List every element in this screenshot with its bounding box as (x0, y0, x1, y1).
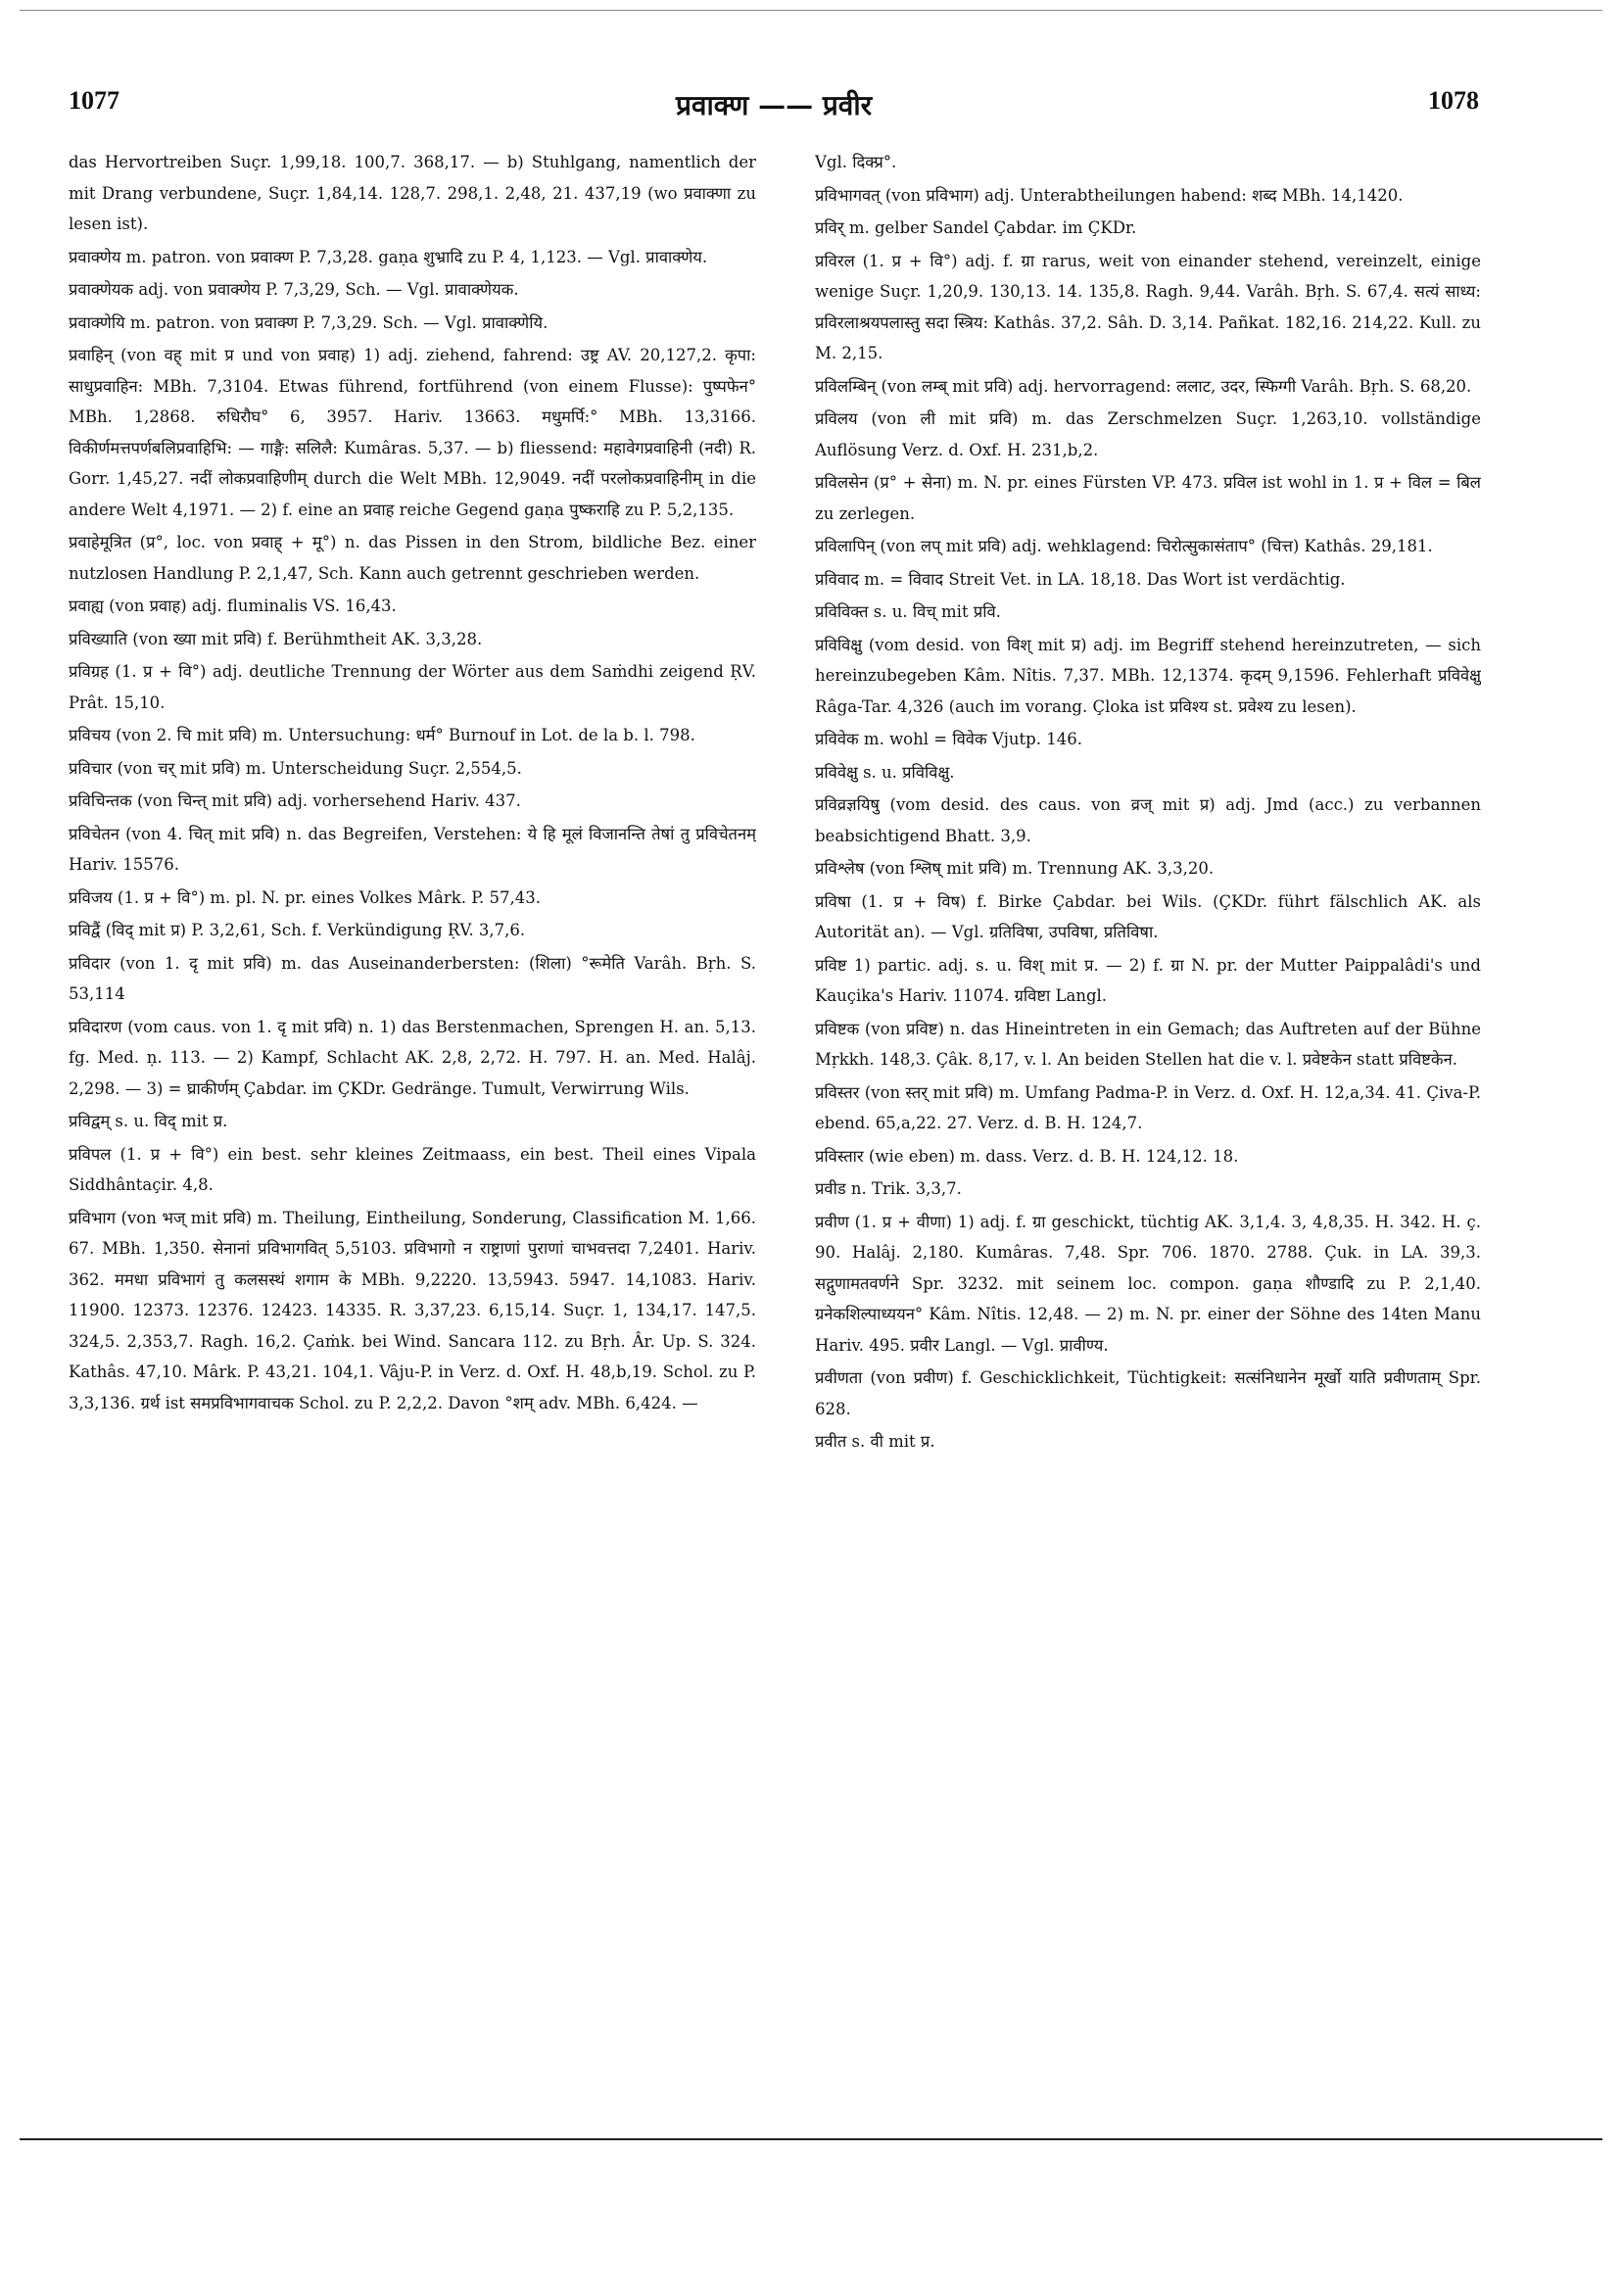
entry: प्रविविक्षु (vom desid. von विश् mit प्र) adj. im Begriff stehend hereinzutreten, — sich hereinzubegeben Kâm. Nîtis. 7,37. MBh. 12,1374. कृदम् 9,1596. Fehlerhaft प्रविवेक्षु Râga-Tar. 4,326 (auch im vorang. Çloka ist प्रविश्य st. प्रवेश्य zu lesen). (815, 635, 1481, 716)
entry: प्रविस्तर (von स्तर् mit प्रवि) m. Umfang Padma-P. in Verz. d. Oxf. H. 12,a,34. 41. Çiva-P. ebend. 65,a,22. 27. Verz. d. B. H. 124,7. (815, 1082, 1481, 1132)
entry: प्रवाक्णेयि m. patron. von प्रवाक्ण P. 7,3,29. Sch. — Vgl. प्रावाक्णेयि. (69, 312, 549, 332)
entry: प्रवीत s. वी mit प्र. (815, 1432, 935, 1451)
entry: प्रविचिन्तक (von चिन्त् mit प्रवि) adj. vorhersehend Hariv. 437. (69, 791, 521, 810)
entry: प्रविवाद m. = विवाद Streit Vet. in LA. 18,18. Das Wort ist verdächtig. (815, 569, 1346, 589)
entry: प्रविस्तार (wie eben) m. dass. Verz. d. B. H. 124,12. 18. (815, 1146, 1239, 1166)
entry: प्रविष्टक (von प्रविष्ट) n. das Hineintreten in ein Gemach; das Auftreten auf der Bühne Mṛkkh. 148,3. Çâk. 8,17, v. l. An beiden Stellen hat die v. l. प्रवेष्टकेन statt प्रविष्टकेन. (815, 1019, 1481, 1069)
entry: प्रवाह्य (von प्रवाह) adj. fluminalis VS. 16,43. (69, 597, 397, 615)
entry: प्रवाहेमूत्रित (प्र°, loc. von प्रवाह् + मू°) n. das Pissen in den Strom, bildliche Bez. einer nutzlosen Handlung P. 2,1,47, Sch. Kann auch getrennt geschrieben werden. (69, 533, 756, 583)
entry: प्रवीण (1. प्र + वीणा) 1) adj. f. ग्रा geschickt, tüchtig AK. 3,1,4. 3, 4,8,35. H. 342. H. ç. 90. Halâj. 2,180. Kumâras. 7,48. Spr. 706. 1870. 2788. Çuk. in LA. 39,3. सद्गुणामतवर्णने Spr. 3232. mit seinem loc. compon. gaṇa शौण्डादि zu P. 2,1,40. ग्रनेकशिल्पाध्ययन° Kâm. Nîtis. 12,48. — 2) m. N. pr. einer der Söhne des 14ten Manu Hariv. 495. प्रवीर Langl. — Vgl. प्रावीण्य. (815, 1212, 1481, 1355)
entry: प्रविश्लेष (von श्लिष् mit प्रवि) m. Trennung AK. 3,3,20. (815, 859, 1215, 878)
left-column (69, 147, 756, 2126)
entry: प्रविभाग (von भज् mit प्रवि) m. Theilung, Eintheilung, Sonderung, Classification M. 1,66. 67. MBh. 1,350. सेनानां प्रविभागवित् 5,5103. प्रविभागो न राष्ट्राणां पुराणां चाभवत्तदा 7,2401. Hariv. 362. ममधा प्रविभागं तु कलसस्थं शगाम के MBh. 9,2220. 13,5943. 5947. 14,1083. Hariv. 11900. 12373. 12376. 12423. 14335. R. 3,37,23. 6,15,14. Suçr. 1, 134,17. 147,5. 324,5. 2,353,7. Ragh. 16,2. Çaṁk. bei Wind. Sancara 112. zu Bṛh. Âr. Up. S. 324. Kathâs. 47,10. Mârk. P. 43,21. 104,1. Vâju-P. in Verz. d. Oxf. H. 48,b,19. Schol. zu P. 3,3,136. ग्रर्थ ist समप्रविभागवाचक Schol. zu P. 2,2,2. Davon °शम् adv. MBh. 6,424. — (69, 1208, 756, 1412)
entry: प्रविलय (von ली mit प्रवि) m. das Zerschmelzen Suçr. 1,263,10. vollständige Auflösung Verz. d. Oxf. H. 231,b,2. (815, 409, 1481, 459)
right-column (815, 147, 1481, 2126)
page-header (69, 86, 1479, 129)
entry: प्रविलम्बिन् (von लम्ब् mit प्रवि) adj. hervorragend: ललाट, उदर, स्फिग्गी Varâh. Bṛh. S. 68,20. (815, 376, 1472, 396)
entry: Vgl. दिक्प्र°. (815, 153, 897, 171)
entry: प्रवीड n. Trik. 3,3,7. (815, 1179, 962, 1198)
entry: प्रविलापिन् (von लप् mit प्रवि) adj. wehklagend: चिरोत्सुकासंताप° (चित्त) Kathâs. 29,181. (815, 537, 1433, 555)
entry: प्रविद्वैं (विद् mit प्र) P. 3,2,61, Sch. f. Verkündigung ṚV. 3,7,6. (69, 921, 526, 939)
entry: प्रविषा (1. प्र + विष) f. Birke Çabdar. bei Wils. (ÇKDr. führt fälschlich AK. als Autorität an). — Vgl. ग्रतिविषा, उपविषा, प्रतिविषा. (815, 891, 1481, 941)
entry: प्रविविक्त s. u. विच् mit प्रवि. (815, 602, 1001, 621)
entry: प्रविदार (von 1. दृ mit प्रवि) m. das Auseinanderbersten: (शिला) °रूमेति Varâh. Bṛh. S. 53,114 (69, 953, 756, 1003)
top-scan-rule (20, 10, 1602, 11)
entry: प्रविचेतन (von 4. चित् mit प्रवि) n. das Begreifen, Verstehen: ये हि मूलं विजानन्ति तेषां तु प्रविचेतनम् Hariv. 15576. (69, 824, 756, 874)
entry: प्रविव्रज्ञयिषु (vom desid. des caus. von व्रज् mit प्र) adj. Jmd (acc.) zu verbannen beabsichtigend Bhatt. 3,9. (815, 795, 1481, 845)
entry: प्रविष्ट 1) partic. adj. s. u. विश् mit प्र. — 2) f. ग्रा N. pr. der Mutter Paippalâdi's und Kauçika's Hariv. 11074. ग्रविष्टा Langl. (815, 955, 1481, 1005)
entry: प्रविर् m. gelber Sandel Çabdar. im ÇKDr. (815, 218, 1137, 237)
entry: प्रविरल (1. प्र + वि°) adj. f. ग्रा rarus, weit von einander stehend, vereinzelt, einige wenige Suçr. 1,20,9. 130,13. 14. 135,8. Ragh. 9,44. Varâh. Bṛh. S. 67,4. सत्यं साध्य: प्रविरलाश्रयपलास्तु सदा स्त्रिय: Kathâs. 37,2. Sâh. D. 3,14. Pañkat. 182,16. 214,22. Kull. zu M. 2,15. (815, 251, 1481, 362)
running-title: प्रवाक्ण —— प्रवीर (675, 89, 873, 121)
entry: प्रवाक्णेयक adj. von प्रवाक्णेय P. 7,3,29, Sch. — Vgl. प्रावाक्णेयक. (69, 280, 519, 299)
entry: प्रविवेक्षु s. u. प्रविविक्षु. (815, 762, 955, 782)
entry: प्रविजय (1. प्र + वि°) m. pl. N. pr. eines Volkes Mârk. P. 57,43. (69, 887, 541, 907)
entry: प्रवीणता (von प्रवीण) f. Geschicklichkeit, Tüchtigkeit: सत्संनिधानेन मूर्खो याति प्रवीणताम् Spr. 628. (815, 1368, 1481, 1418)
entry: प्रविग्रह (1. प्र + वि°) adj. deutliche Trennung der Wörter aus dem Saṁdhi zeigend ṚV. Prât. 15,10. (69, 662, 756, 712)
entry: प्रविपल (1. प्र + वि°) ein best. sehr kleines Zeitmaass, ein best. Theil eines Vipala Siddhântaçir. 4,8. (69, 1144, 756, 1194)
entry: प्रविचार (von चर् mit प्रवि) m. Unterscheidung Suçr. 2,554,5. (69, 758, 522, 778)
bottom-rule (20, 2138, 1602, 2140)
entry: प्रविवेक m. wohl = विवेक Vjutp. 146. (815, 730, 1082, 748)
entry: प्रवाहिन् (von वह् mit प्र und von प्रवाह) 1) adj. ziehend, fahrend: उष्ट्र AV. 20,127,2. कृपा: साधुप्रवाहिन: MBh. 7,3104. Etwas führend, fortführend (von einem Flusse): पुष्पफेन° MBh. 1,2868. रुधिरौघ° 6, 3957. Hariv. 13663. मधुमर्पि:° MBh. 13,3166. विकीर्णमत्तपर्णबलिप्रवाहिभि: — गाङ्गै: सलिलै: Kumâras. 5,37. — b) fliessend: महावेगप्रवाहिनी (नदी) R. Gorr. 1,45,27. नदीं लोकप्रवाहिणीम् durch die Welt MBh. 12,9049. नदीं परलोकप्रवाहिनीम् in die andere Welt 4,1971. — 2) f. eine an प्रवाह reiche Gegend gaṇa पुष्कराहि zu P. 5,2,135. (69, 346, 756, 519)
entry: प्रविख्याति (von ख्या mit प्रवि) f. Berühmtheit AK. 3,3,28. (69, 629, 483, 648)
entry: प्रवाक्णेय m. patron. von प्रवाक्ण P. 7,3,28. gaṇa शुभ्रादि zu P. 4, 1,123. — Vgl. प्रावाक्णेय. (69, 247, 708, 266)
right-page-number: 1078 (1428, 86, 1479, 115)
entry: प्रविचय (von 2. चि mit प्रवि) m. Untersuchung: धर्म° Burnouf in Lot. de la b. l. 798. (69, 726, 695, 744)
entry: प्रविलसेन (प्र° + सेना) m. N. pr. eines Fürsten VP. 473. प्रविल ist wohl in 1. प्र + विल = बिल zu zerlegen. (815, 473, 1481, 523)
entry: प्रविभागवत् (von प्रविभाग) adj. Unterabtheilungen habend: शब्द MBh. 14,1420. (815, 185, 1404, 205)
entry: प्रविदारण (vom caus. von 1. दृ mit प्रवि) n. 1) das Berstenmachen, Sprengen H. an. 5,13. fg. Med. ṇ. 113. — 2) Kampf, Schlacht AK. 2,8, 2,72. H. 797. H. an. Med. Halâj. 2,298. — 3) = घ्राकीर्णम् Çabdar. im ÇKDr. Gedränge. Tumult, Verwirrung Wils. (69, 1017, 756, 1098)
entry: das Hervortreiben Suçr. 1,99,18. 100,7. 368,17. — b) Stuhlgang, namentlich der mit Drang verbundene, Suçr. 1,84,14. 128,7. 298,1. 2,48, 21. 437,19 (wo प्रवाक्णा zu lesen ist). (69, 153, 756, 233)
entry: प्रविद्वम् s. u. विद् mit प्र. (69, 1112, 228, 1130)
left-page-number: 1077 (69, 86, 119, 115)
